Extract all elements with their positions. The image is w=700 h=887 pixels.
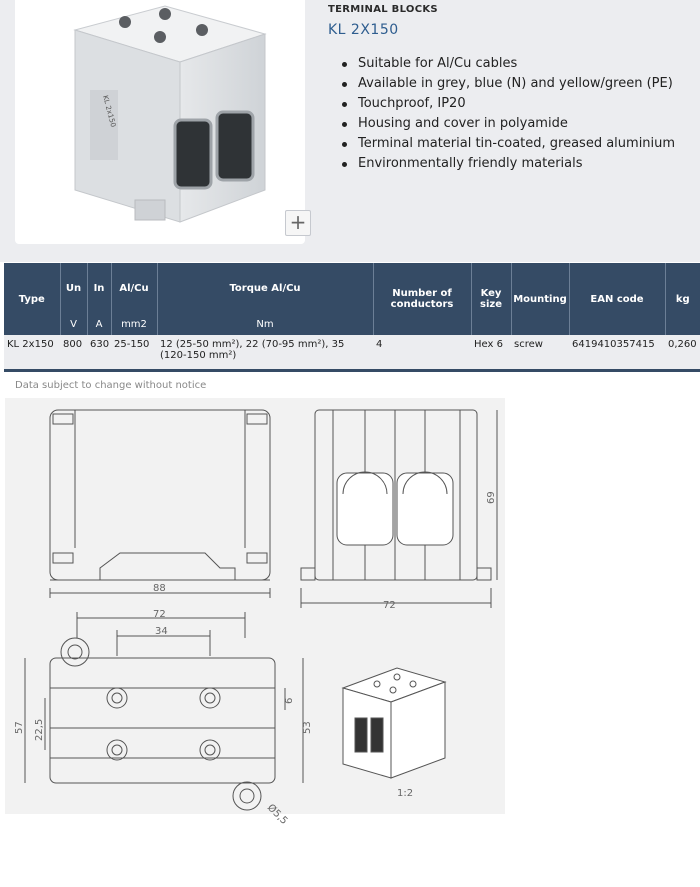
col-ean: EAN code <box>569 263 665 335</box>
col-type: Type <box>4 263 60 335</box>
cell-conductors: 4 <box>373 335 471 371</box>
cell-mounting: screw <box>511 335 569 371</box>
product-header <box>0 0 700 262</box>
col-conductors: Number of conductors <box>373 263 471 335</box>
dim-top-width: 72 <box>153 609 166 620</box>
isometric-view <box>343 668 445 778</box>
cell-key: Hex 6 <box>471 335 511 371</box>
col-kg: kg <box>665 263 700 335</box>
feature-item: Housing and cover in polyamide <box>340 114 675 134</box>
col-un: Un <box>60 263 87 313</box>
dim-hole-spacing: 34 <box>155 626 168 637</box>
spec-table <box>4 263 700 372</box>
unit-un: V <box>60 313 87 335</box>
feature-item: Environmentally friendly materials <box>340 154 675 174</box>
dim-inner: 53 <box>302 721 313 734</box>
cell-kg: 0,260 <box>665 335 700 371</box>
scale-label: 1:2 <box>397 788 414 799</box>
dim-pitch: 22,5 <box>34 718 45 741</box>
col-alcu: Al/Cu <box>111 263 157 313</box>
cell-in: 630 <box>87 335 111 371</box>
cell-alcu: 25-150 <box>111 335 157 371</box>
product-photo <box>15 0 305 244</box>
top-view <box>25 612 303 810</box>
technical-drawing <box>5 398 505 827</box>
zoom-button[interactable]: + <box>285 210 311 236</box>
product-title: KL 2X150 <box>328 22 399 38</box>
cell-type: KL 2x150 <box>4 335 60 371</box>
dim-side-width: 72 <box>383 600 396 611</box>
unit-torque: Nm <box>157 313 373 335</box>
product-label: KL 2x150 <box>101 94 118 129</box>
cell-un: 800 <box>60 335 87 371</box>
col-torque: Torque Al/Cu <box>157 263 373 313</box>
feature-list <box>340 54 675 174</box>
dim-height: 69 <box>486 491 497 504</box>
side-view <box>301 410 497 608</box>
unit-in: A <box>87 313 111 335</box>
col-in: In <box>87 263 111 313</box>
front-view <box>50 410 270 598</box>
terminal-block-image <box>15 0 305 244</box>
disclaimer-note: Data subject to change without notice <box>15 380 207 391</box>
dim-front-width: 88 <box>153 583 166 594</box>
cell-torque: 12 (25-50 mm²), 22 (70-95 mm²), 35 (120-150 mm²) <box>157 335 373 371</box>
table-row <box>4 335 700 371</box>
feature-item: Terminal material tin-coated, greased aluminium <box>340 134 675 154</box>
dim-hole: 6 <box>284 697 295 704</box>
col-key: Key size <box>471 263 511 335</box>
col-mounting: Mounting <box>511 263 569 335</box>
feature-item: Suitable for Al/Cu cables <box>340 54 675 74</box>
unit-alcu: mm2 <box>111 313 157 335</box>
dim-depth: 57 <box>14 721 25 734</box>
feature-item: Touchproof, IP20 <box>340 94 675 114</box>
feature-item: Available in grey, blue (N) and yellow/green (PE) <box>340 74 675 94</box>
dim-screw: Ø5,5 <box>264 802 290 827</box>
category-label: TERMINAL BLOCKS <box>328 4 438 15</box>
cell-ean: 6419410357415 <box>569 335 665 371</box>
